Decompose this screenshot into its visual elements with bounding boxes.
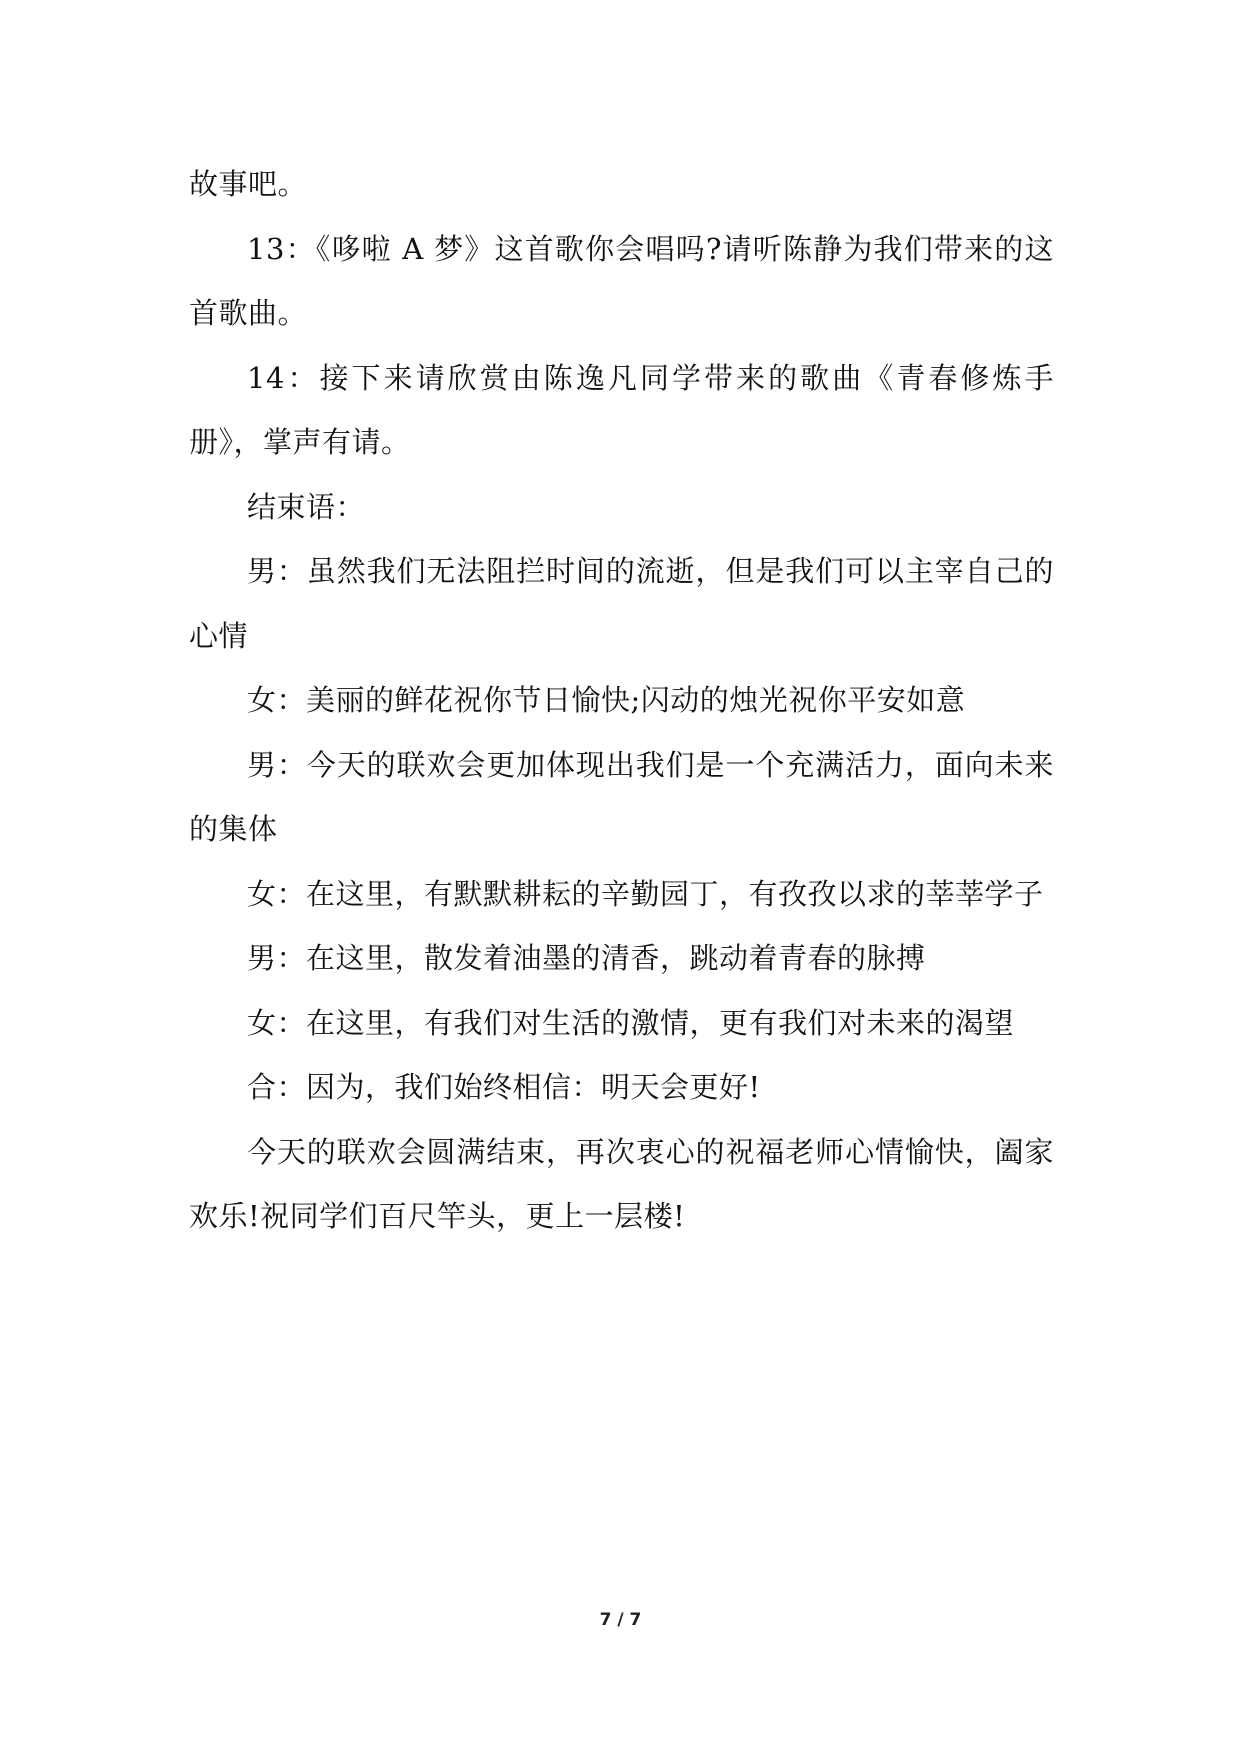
dialogue-line-female-3: 女：在这里，有我们对生活的激情，更有我们对未来的渴望	[247, 1005, 1015, 1040]
document-body	[189, 152, 1054, 1249]
closing-remarks-heading: 结束语：	[247, 489, 366, 524]
paragraph-item-14: 14：接下来请欣赏由陈逸凡同学带来的歌曲《青春修炼手册》，掌声有请。	[189, 360, 1054, 459]
paragraph-item-13: 13：《哆啦 A 梦》这首歌你会唱吗?请听陈静为我们带来的这首歌曲。	[189, 231, 1054, 330]
dialogue-line-female-2: 女：在这里，有默默耕耘的辛勤园丁，有孜孜以求的莘莘学子	[247, 876, 1044, 911]
closing-paragraph: 今天的联欢会圆满结束，再次衷心的祝福老师心情愉快，阖家欢乐!祝同学们百尺竿头，更上一层楼!	[189, 1134, 1054, 1233]
paragraph-continuation: 故事吧。	[189, 167, 308, 201]
dialogue-line-male-1: 男：虽然我们无法阻拦时间的流逝，但是我们可以主宰自己的心情	[189, 554, 1054, 653]
dialogue-line-male-3: 男：在这里，散发着油墨的清香，跳动着青春的脉搏	[247, 941, 926, 975]
page-number: 7 / 7	[599, 1610, 642, 1630]
dialogue-line-male-2: 男：今天的联欢会更加体现出我们是一个充满活力，面向未来的集体	[189, 747, 1054, 846]
dialogue-line-female-1: 女：美丽的鲜花祝你节日愉快;闪动的烛光祝你平安如意	[247, 683, 966, 717]
dialogue-line-together: 合：因为，我们始终相信：明天会更好!	[247, 1070, 761, 1104]
